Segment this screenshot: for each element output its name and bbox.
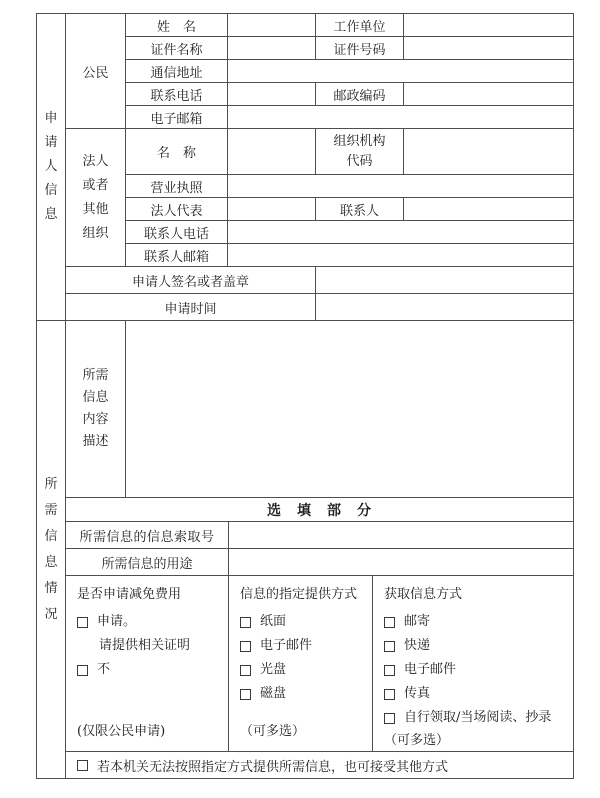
- purpose-field[interactable]: [229, 549, 574, 576]
- side-label-char: 请: [44, 135, 58, 150]
- fee-waiver-cell: [66, 576, 229, 752]
- checkbox-icon[interactable]: [384, 641, 395, 652]
- delivery-option-cd[interactable]: [240, 658, 363, 682]
- side-label-char: 信: [44, 528, 58, 544]
- apply-time-field[interactable]: [316, 294, 574, 321]
- id-type-label: 证件名称: [126, 37, 228, 60]
- org-code-field[interactable]: [404, 129, 574, 175]
- address-label: 通信地址: [126, 60, 228, 83]
- work-unit-label: 工作单位: [316, 14, 404, 37]
- legal-rep-label: 法人代表: [126, 198, 228, 221]
- checkbox-icon[interactable]: [77, 760, 88, 771]
- side-label-char: 需: [44, 502, 58, 518]
- org-name-label: 名 称: [126, 129, 228, 175]
- option-label: 电子邮件: [260, 638, 313, 653]
- obtain-method-footnote: （可多选）: [384, 733, 450, 748]
- other-method-option[interactable]: [66, 753, 573, 778]
- checkbox-icon[interactable]: [240, 689, 251, 700]
- org-code-line: 代码: [346, 153, 373, 169]
- description-label-line: 内容: [82, 412, 109, 427]
- work-unit-field[interactable]: [404, 14, 574, 37]
- delivery-option-email[interactable]: [240, 634, 363, 658]
- checkbox-icon[interactable]: [384, 713, 395, 724]
- legal-label-line: 法人: [82, 153, 109, 169]
- postcode-field[interactable]: [404, 83, 574, 106]
- side-label-char: 信: [44, 183, 58, 198]
- option-label: 快递: [404, 638, 431, 653]
- citizen-group-label: 公民: [66, 14, 126, 129]
- obtain-option-fax[interactable]: [384, 682, 564, 706]
- contact-email-field[interactable]: [228, 244, 574, 267]
- description-field[interactable]: [126, 321, 574, 498]
- obtain-option-self[interactable]: [384, 706, 564, 730]
- checkbox-icon[interactable]: [384, 689, 395, 700]
- contact-email-label: 联系人邮箱: [126, 244, 228, 267]
- postcode-label: 邮政编码: [316, 83, 404, 106]
- fee-waiver-apply-note: 请提供相关证明: [99, 638, 191, 653]
- index-number-label: 所需信息的信息索取号: [66, 522, 229, 549]
- side-label-char: 情: [44, 580, 58, 596]
- org-code-line: 组织机构: [333, 133, 386, 149]
- legal-rep-field[interactable]: [228, 198, 316, 221]
- option-label: 磁盘: [260, 686, 287, 701]
- legal-label-line: 或者: [82, 177, 109, 193]
- checkbox-icon[interactable]: [240, 617, 251, 628]
- obtain-option-express[interactable]: [384, 634, 564, 658]
- delivery-method-title: 信息的指定提供方式: [240, 587, 358, 602]
- description-label-line: 信息: [82, 390, 109, 405]
- description-label-line: 所需: [82, 368, 109, 383]
- side-label-char: 息: [44, 207, 58, 222]
- delivery-method-footnote: （可多选）: [240, 724, 306, 739]
- checkbox-icon[interactable]: [77, 665, 88, 676]
- option-label: 申请。: [97, 614, 137, 629]
- id-type-field[interactable]: [228, 37, 316, 60]
- signature-label: 申请人签名或者盖章: [66, 267, 316, 294]
- option-label: 不: [97, 662, 111, 677]
- address-field[interactable]: [228, 60, 574, 83]
- fee-waiver-option-no[interactable]: [77, 658, 219, 682]
- side-label-char: 所: [44, 476, 58, 492]
- contact-label: 联系人: [316, 198, 404, 221]
- legal-group-label: [66, 129, 126, 267]
- other-method-label: 若本机关无法按照指定方式提供所需信息，也可接受其他方式: [97, 759, 449, 775]
- checkbox-icon[interactable]: [384, 617, 395, 628]
- org-name-field[interactable]: [228, 129, 316, 175]
- fee-waiver-footnote: (仅限公民申请): [77, 724, 166, 739]
- obtain-method-title: 获取信息方式: [384, 587, 463, 602]
- side-label-char: 况: [44, 606, 58, 622]
- business-license-label: 营业执照: [126, 175, 228, 198]
- side-label-char: 申: [44, 111, 58, 126]
- apply-time-label: 申请时间: [66, 294, 316, 321]
- org-code-label: [316, 129, 404, 175]
- name-label: 姓 名: [126, 14, 228, 37]
- delivery-method-cell: [229, 576, 373, 752]
- signature-field[interactable]: [316, 267, 574, 294]
- side-label-char: 息: [44, 554, 58, 570]
- contact-field[interactable]: [404, 198, 574, 221]
- legal-label-line: 其他: [82, 201, 109, 217]
- option-label: 自行领取/当场阅读、抄录: [404, 710, 552, 725]
- option-label: 光盘: [260, 662, 287, 677]
- index-number-field[interactable]: [229, 522, 574, 549]
- checkbox-icon[interactable]: [384, 665, 395, 676]
- side-label-char: 人: [44, 159, 58, 174]
- obtain-option-mail[interactable]: [384, 610, 564, 634]
- fee-waiver-title: 是否申请减免费用: [77, 587, 182, 602]
- delivery-option-paper[interactable]: [240, 610, 363, 634]
- obtain-option-email[interactable]: [384, 658, 564, 682]
- checkbox-icon[interactable]: [77, 617, 88, 628]
- checkbox-icon[interactable]: [240, 665, 251, 676]
- description-label: [66, 321, 126, 498]
- fee-waiver-option-apply[interactable]: [77, 610, 219, 634]
- required-info-side-label: [37, 321, 66, 779]
- obtain-method-cell: [373, 576, 574, 752]
- optional-section-header: 选 填 部 分: [66, 498, 574, 522]
- option-label: 纸面: [260, 614, 287, 629]
- applicant-table: [36, 13, 574, 321]
- purpose-label: 所需信息的用途: [66, 549, 229, 576]
- id-number-field[interactable]: [404, 37, 574, 60]
- legal-label-line: 组织: [82, 225, 109, 241]
- contact-phone-field[interactable]: [228, 221, 574, 244]
- applicant-side-label: [37, 14, 66, 321]
- phone-label: 联系电话: [126, 83, 228, 106]
- other-method-cell: [66, 752, 574, 779]
- delivery-option-disk[interactable]: [240, 682, 363, 706]
- description-label-line: 描述: [82, 434, 109, 449]
- id-number-label: 证件号码: [316, 37, 404, 60]
- name-field[interactable]: [228, 14, 316, 37]
- email-label: 电子邮箱: [126, 106, 228, 129]
- checkbox-icon[interactable]: [240, 641, 251, 652]
- option-label: 电子邮件: [404, 662, 457, 677]
- email-field[interactable]: [228, 106, 574, 129]
- phone-field[interactable]: [228, 83, 316, 106]
- option-label: 传真: [404, 686, 431, 701]
- required-info-table: [36, 320, 574, 779]
- option-label: 邮寄: [404, 614, 431, 629]
- contact-phone-label: 联系人电话: [126, 221, 228, 244]
- business-license-field[interactable]: [228, 175, 574, 198]
